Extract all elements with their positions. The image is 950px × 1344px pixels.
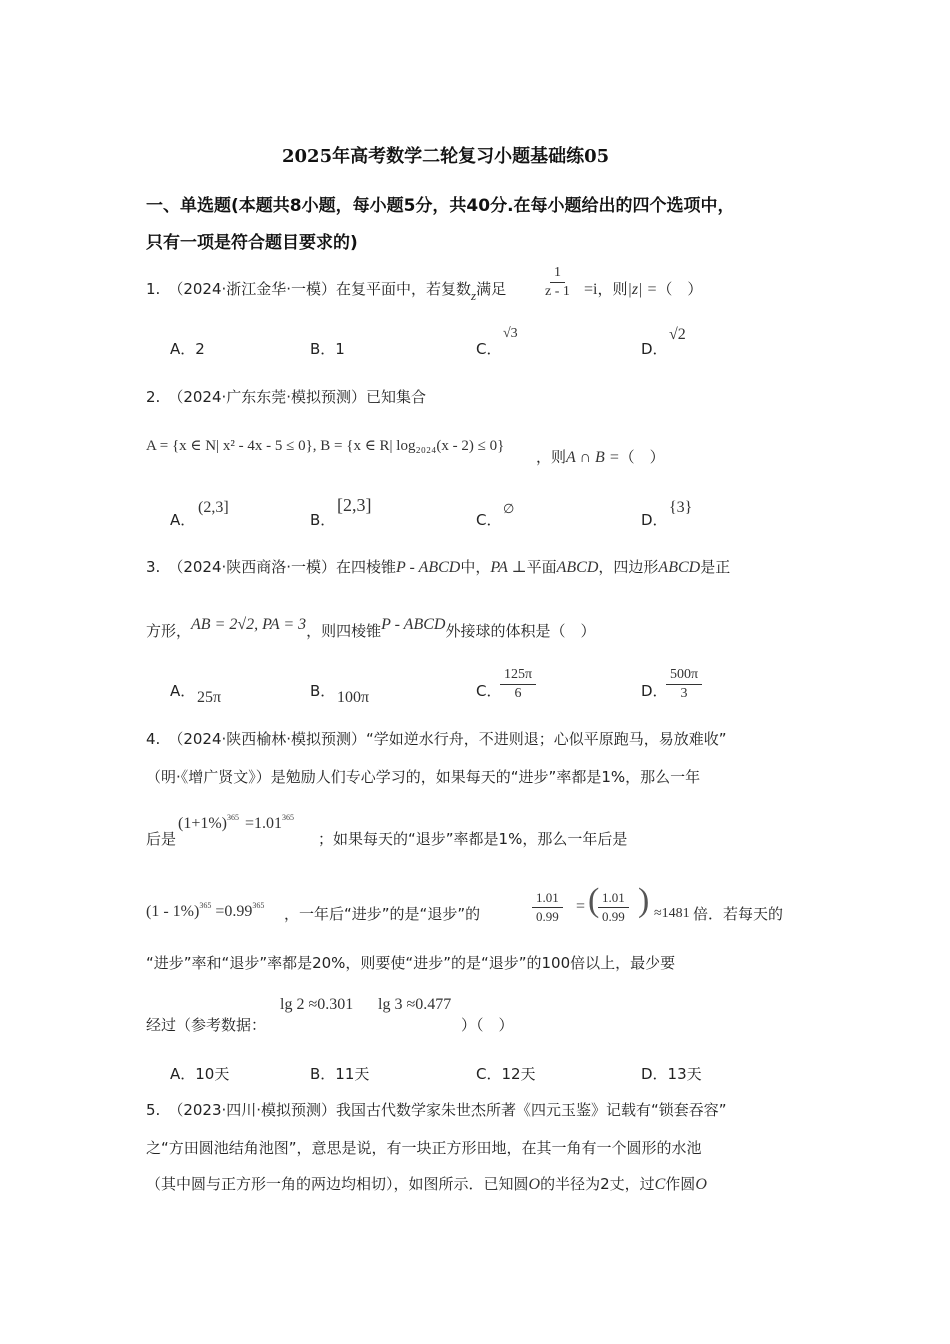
math-value: =0.99 xyxy=(215,903,253,920)
question-text: ，则 xyxy=(536,448,567,466)
question-number: 3. xyxy=(146,558,161,576)
math-progress xyxy=(178,815,294,833)
math-exponent: 365 xyxy=(282,813,295,822)
page-title: 2025年高考数学二轮复习小题基础练05 xyxy=(282,146,610,167)
question-text: 在四棱锥 xyxy=(336,558,397,576)
option-a: A． xyxy=(170,682,196,700)
question-text: ，则四棱锥 xyxy=(306,622,382,640)
math-o: O xyxy=(528,1176,541,1193)
math-exponent: 365 xyxy=(199,901,212,910)
math-exponent: 365 xyxy=(227,813,240,822)
option-b: B． xyxy=(310,511,336,529)
math-equals-i: =i xyxy=(584,281,598,298)
math-c: C xyxy=(654,1176,666,1193)
fraction-denominator: 0.99 xyxy=(536,909,559,924)
fraction-1-over-z-minus-1 xyxy=(545,262,570,301)
question-text: 已知集合 xyxy=(366,388,427,406)
option-b: B．11天 xyxy=(310,1065,370,1083)
math-pa-perp: PA ⊥ xyxy=(490,559,527,576)
question-source: （2024·浙江金华·一模） xyxy=(168,280,337,298)
math-value: =1.01 xyxy=(245,815,283,832)
math-regress xyxy=(146,903,264,921)
question-source: （2024·广东东莞·模拟预测） xyxy=(168,388,367,406)
option-c-math: ∅ xyxy=(503,501,515,516)
question-number: 2. xyxy=(146,388,161,406)
question-3-line1 xyxy=(146,556,730,577)
question-text: 的半径为2丈，过 xyxy=(540,1175,655,1193)
math-abcd: ABCD xyxy=(556,559,599,576)
answer-blank: （ ） xyxy=(619,448,665,466)
option-d: D．13天 xyxy=(641,1065,702,1083)
math-abcd: ABCD xyxy=(658,559,701,576)
question-number: 5. xyxy=(146,1101,161,1119)
math-lg3: lg 3 ≈0.477 xyxy=(378,996,452,1013)
fraction-denominator: 6 xyxy=(514,686,522,701)
answer-blank: （ ） xyxy=(657,280,703,298)
math-z: z xyxy=(471,288,477,303)
question-text: （其中圆与正方形一角的两边均相切），如图所示．已知圆 xyxy=(146,1175,529,1193)
math-exponent: 365 xyxy=(252,901,265,910)
math-base: (1 - 1%) xyxy=(146,903,200,920)
option-c: C． xyxy=(476,511,502,529)
question-text: 满足 xyxy=(476,280,507,298)
math-pyramid: P - ABCD xyxy=(396,559,461,576)
left-paren: ( xyxy=(588,882,600,919)
option-c: C． xyxy=(476,682,502,700)
question-1 xyxy=(146,278,507,303)
question-text: 平面 xyxy=(526,558,557,576)
math-lg2: lg 2 ≈0.301 xyxy=(280,996,354,1013)
question-4-line3 xyxy=(146,828,176,849)
option-a: A． xyxy=(170,511,196,529)
question-5-line3 xyxy=(146,1173,707,1194)
option-d: D． xyxy=(641,511,668,529)
right-paren: ) xyxy=(638,882,650,919)
question-4-line3-tail: ；如果每天的“退步”率都是1%，那么一年后是 xyxy=(318,830,628,848)
question-text: 经过（参考数据： xyxy=(146,1016,267,1034)
question-text: 后是 xyxy=(146,830,177,848)
ratio-fraction-2 xyxy=(598,888,629,926)
question-2-tail xyxy=(536,446,665,467)
section-heading-line1: 一、单选题(本题共8小题，每小题5分，共40分.在每小题给出的四个选项中， xyxy=(146,196,735,216)
math-approx-1481: ≈1481 xyxy=(654,906,690,921)
option-d-math: {3} xyxy=(669,499,693,516)
question-text: ，一年后“进步”的是“退步”的 xyxy=(284,905,481,923)
question-4-line2: （明·《增广贤文》）是勉励人们专心学习的，如果每天的“进步”率都是1%，那么一年 xyxy=(146,768,701,786)
question-text: 倍．若每天的 xyxy=(693,905,784,923)
option-b-math: 100π xyxy=(337,689,370,706)
option-d: D． xyxy=(641,340,668,358)
math-equals: = xyxy=(576,898,586,915)
set-a: A = {x ∈ N| x² - 4x - 5 ≤ 0} xyxy=(146,438,313,454)
question-text: 我国古代数学家朱世杰所著《四元玉鉴》记载有“锁套吞容” xyxy=(336,1101,727,1119)
math-o: O xyxy=(695,1176,707,1193)
question-text: 在复平面中，若复数 xyxy=(336,280,472,298)
math-pyramid: P - ABCD xyxy=(381,616,446,633)
fraction-denominator: 0.99 xyxy=(602,909,625,924)
answer-blank: ）（ ） xyxy=(461,1016,514,1034)
question-source: （2023·四川·模拟预测） xyxy=(168,1101,337,1119)
question-text: 作圆 xyxy=(665,1175,696,1193)
option-d-fraction xyxy=(666,664,702,703)
question-1-tail xyxy=(584,278,702,299)
option-a: A．10天 xyxy=(170,1065,230,1083)
section-heading-line2: 只有一项是符合题目要求的) xyxy=(146,233,358,253)
ratio-fraction xyxy=(532,888,563,926)
option-d-math: √2 xyxy=(669,326,686,343)
question-text: 外接球的体积是（ ） xyxy=(445,622,596,640)
option-d: D． xyxy=(641,682,668,700)
question-text: ，四边形 xyxy=(598,558,659,576)
fraction-numerator: 1.01 xyxy=(532,889,563,908)
option-c-math: √3 xyxy=(503,326,518,341)
fraction-denominator: 3 xyxy=(680,686,688,701)
math-base: (1+1%) xyxy=(178,815,228,832)
question-text: 方形， xyxy=(146,622,192,640)
set-b: , B = {x ∈ R| log₂₀₂₄(x - 2) ≤ 0} xyxy=(312,438,505,454)
question-source: （2024·陕西商洛·一模） xyxy=(168,558,337,576)
question-4-line5: “进步”率和“退步”率都是20%，则要使“进步”的是“退步”的100倍以上，最少要 xyxy=(146,954,676,972)
question-2 xyxy=(146,386,426,407)
option-c: C． xyxy=(476,340,502,358)
math-intersection: A ∩ B = xyxy=(566,449,620,466)
question-text: ，则 xyxy=(597,280,628,298)
question-text: 是正 xyxy=(700,558,731,576)
question-text: “学如逆水行舟，不进则退；心似平原跑马，易放难收” xyxy=(366,730,727,748)
set-definitions xyxy=(146,436,504,455)
fraction-numerator: 1.01 xyxy=(598,889,629,908)
option-b: B． xyxy=(310,682,336,700)
question-number: 1. xyxy=(146,280,161,298)
fraction-numerator: 500π xyxy=(666,666,702,685)
question-5-line2: 之“方田圆池结角池图”，意思是说，有一块正方形田地，在其一角有一个圆形的水池 xyxy=(146,1139,702,1157)
question-number: 4. xyxy=(146,730,161,748)
question-source: （2024·陕西榆林·模拟预测） xyxy=(168,730,367,748)
math-abs-z: |z| = xyxy=(627,281,658,298)
option-b-math: [2,3] xyxy=(337,495,372,515)
option-a-math: (2,3] xyxy=(198,499,229,516)
option-a-math: 25π xyxy=(197,689,222,706)
question-5-line1 xyxy=(146,1099,727,1120)
fraction-numerator: 125π xyxy=(500,666,536,685)
fraction-numerator: 1 xyxy=(550,264,565,283)
math-conditions: AB = 2√2, PA = 3 xyxy=(191,616,307,633)
question-text: 中， xyxy=(460,558,491,576)
fraction-denominator: z - 1 xyxy=(545,284,570,299)
option-b: B．1 xyxy=(310,340,345,358)
question-4-line1 xyxy=(146,728,727,749)
option-c: C．12天 xyxy=(476,1065,536,1083)
option-c-fraction xyxy=(500,664,536,703)
option-a: A．2 xyxy=(170,340,205,358)
question-3-line2 xyxy=(146,616,596,641)
